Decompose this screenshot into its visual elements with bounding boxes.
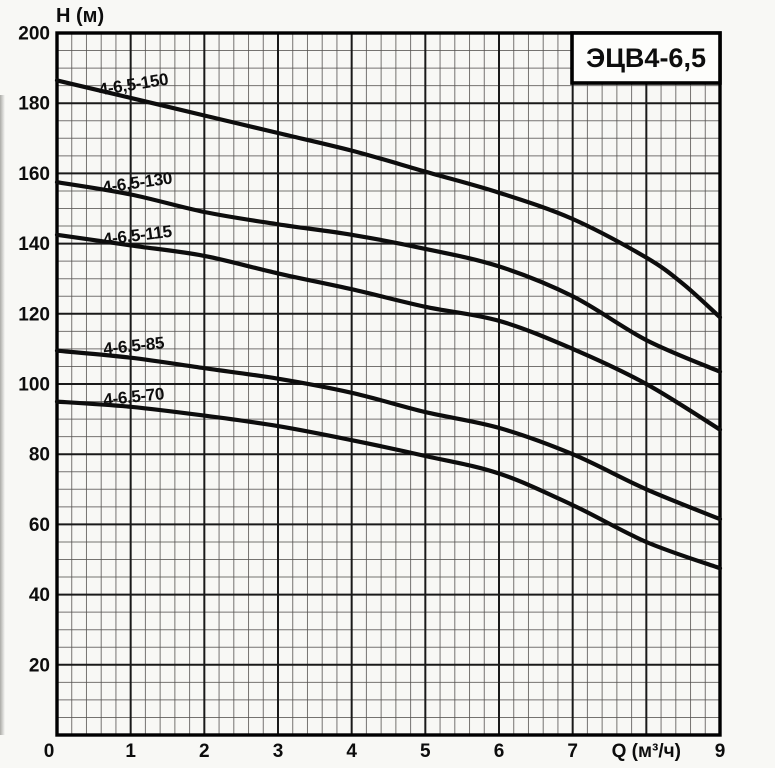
x-tick-1: 1 <box>125 741 136 762</box>
y-tick-200: 200 <box>18 23 50 45</box>
x-tick-4: 4 <box>346 741 357 762</box>
y-tick-120: 120 <box>18 304 50 326</box>
x-axis-tick-labels <box>44 741 726 762</box>
y-axis-tick-labels <box>18 24 50 677</box>
y-tick-60: 60 <box>28 514 50 536</box>
chart-title: ЭЦВ4-6,5 <box>586 43 706 73</box>
y-tick-160: 160 <box>18 163 50 185</box>
x-tick-9: 9 <box>714 741 726 762</box>
x-tick-7: 7 <box>567 741 578 762</box>
x-tick-5: 5 <box>420 741 431 762</box>
x-tick-2: 2 <box>199 741 210 762</box>
x-tick-0: 0 <box>43 741 55 762</box>
curve-label-4-6,5-70: 4-6,5-70 <box>102 384 166 410</box>
pump-curves <box>57 80 720 568</box>
y-tick-80: 80 <box>28 444 50 466</box>
y-tick-140: 140 <box>18 234 50 256</box>
curve-label-4-6,5-115: 4-6,5-115 <box>101 221 173 249</box>
curve-label-4-6,5-85: 4-6,5-85 <box>102 333 166 359</box>
curve-4-6,5-70 <box>57 402 720 569</box>
y-axis-label: H (м) <box>56 5 105 27</box>
x-tick-6: 6 <box>493 741 505 762</box>
scan-edge-shadow <box>0 95 5 735</box>
x-tick-3: 3 <box>272 741 284 762</box>
y-tick-20: 20 <box>28 655 50 677</box>
curve-4-6,5-85 <box>57 351 720 519</box>
y-tick-40: 40 <box>28 585 50 607</box>
curve-label-4-6,5-130: 4-6,5-130 <box>101 168 174 198</box>
y-tick-180: 180 <box>18 93 50 115</box>
x-axis-label: Q (м³/ч) <box>611 741 682 762</box>
title-box <box>572 33 720 83</box>
y-tick-100: 100 <box>18 374 50 396</box>
curve-label-4-6,5-150: 4-6,5-150 <box>97 69 170 100</box>
